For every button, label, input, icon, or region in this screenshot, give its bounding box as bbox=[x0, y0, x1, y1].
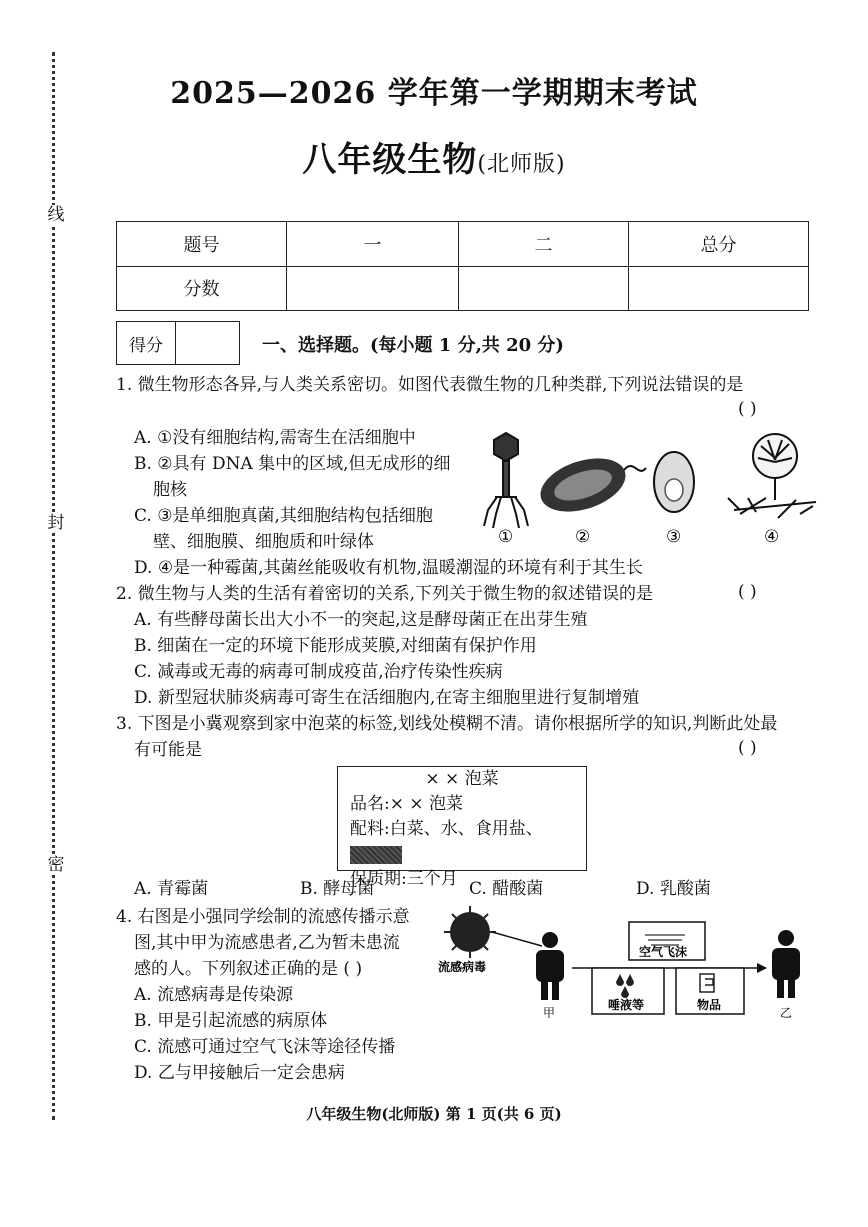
q3-option-b: B. 酵母菌 bbox=[300, 879, 375, 899]
q1-option-a: A. ①没有细胞结构,需寄生在活细胞中 bbox=[134, 428, 416, 448]
figure-label-4: ④ bbox=[764, 527, 780, 547]
figure-label-2: ② bbox=[575, 527, 591, 547]
person-yi-illustration bbox=[772, 930, 800, 998]
score-input-cell bbox=[459, 266, 629, 311]
pickle-label-ingredients-row bbox=[338, 817, 586, 867]
q4-option-a: A. 流感病毒是传染源 bbox=[134, 985, 294, 1005]
subject-name: 八年级生物 bbox=[302, 140, 478, 180]
q2-option-c: C. 减毒或无毒的病毒可制成疫苗,治疗传染性疾病 bbox=[134, 662, 503, 682]
q3-stem: 3. 下图是小冀观察到家中泡菜的标签,划线处模糊不清。请你根据所学的知识,判断此处最 bbox=[116, 714, 778, 734]
air-droplets-box bbox=[629, 922, 705, 960]
grader-box bbox=[116, 321, 240, 365]
bacteriophage-illustration bbox=[484, 433, 528, 528]
grader-label: 得分 bbox=[117, 322, 176, 364]
score-header-cell: 一 bbox=[287, 222, 459, 267]
q1-option-c-cont: 壁、细胞膜、细胞质和叶绿体 bbox=[153, 532, 374, 552]
q1-answer-paren: ( ) bbox=[738, 399, 757, 419]
q4-stem-cont2: 感的人。下列叙述正确的是 ( ) bbox=[134, 959, 363, 979]
arrow-head-icon bbox=[757, 963, 767, 973]
score-header-cell: 二 bbox=[459, 222, 629, 267]
score-header-cell: 题号 bbox=[117, 222, 287, 267]
figure-label-3: ③ bbox=[666, 527, 682, 547]
q4-stem-cont1: 图,其中甲为流感患者,乙为暂未患流 bbox=[134, 933, 400, 953]
flu-virus-illustration bbox=[444, 906, 496, 958]
flu-transmission-figure bbox=[432, 902, 822, 1022]
q4-stem: 4. 右图是小强同学绘制的流感传播示意 bbox=[116, 907, 410, 927]
q4-option-d: D. 乙与甲接触后一定会患病 bbox=[134, 1063, 345, 1083]
page-footer: 八年级生物(北师版) 第 1 页(共 6 页) bbox=[306, 1105, 562, 1123]
binding-char-xian: 线 bbox=[47, 205, 65, 225]
q1-option-c: C. ③是单细胞真菌,其细胞结构包括细胞 bbox=[134, 506, 433, 526]
items-box bbox=[676, 968, 744, 1014]
virus-link-line bbox=[492, 932, 542, 946]
person-yi-label: 乙 bbox=[780, 1006, 793, 1020]
q2-option-b: B. 细菌在一定的环境下能形成荚膜,对细菌有保护作用 bbox=[134, 636, 537, 656]
binding-char-mi: 密 bbox=[47, 855, 65, 875]
score-row-label: 分数 bbox=[117, 266, 287, 311]
q1-option-b-cont: 胞核 bbox=[153, 480, 187, 500]
score-input-cell bbox=[629, 266, 809, 311]
q1-stem: 1. 微生物形态各异,与人类关系密切。如图代表微生物的几种类群,下列说法错误的是 bbox=[116, 375, 744, 395]
mold-illustration bbox=[728, 434, 816, 518]
q3-option-a: A. 青霉菌 bbox=[134, 879, 209, 899]
q1-option-d: D. ④是一种霉菌,其菌丝能吸收有机物,温暖潮湿的环境有利于其生长 bbox=[134, 558, 643, 578]
pickle-label-name: 品名:× × 泡菜 bbox=[350, 794, 464, 814]
figure-label-1: ① bbox=[498, 527, 514, 547]
blurred-ingredient bbox=[350, 846, 402, 864]
edition-label: (北师版) bbox=[477, 152, 566, 177]
score-table bbox=[116, 221, 809, 311]
yeast-illustration bbox=[654, 452, 694, 512]
person-jia-illustration bbox=[536, 932, 564, 1000]
q4-option-b: B. 甲是引起流感的病原体 bbox=[134, 1011, 328, 1031]
q1-option-b: B. ②具有 DNA 集中的区域,但无成形的细 bbox=[134, 454, 451, 474]
pickle-label-shelf-life: 保质期:三个月 bbox=[350, 869, 458, 889]
q3-option-d: D. 乳酸菌 bbox=[636, 879, 711, 899]
q2-answer-paren: ( ) bbox=[738, 582, 757, 602]
score-input-cell bbox=[287, 266, 459, 311]
q3-answer-paren: ( ) bbox=[738, 738, 757, 758]
score-header-cell: 总分 bbox=[629, 222, 809, 267]
microbe-figure bbox=[478, 428, 818, 553]
q3-option-c: C. 醋酸菌 bbox=[469, 879, 544, 899]
q2-option-d: D. 新型冠状肺炎病毒可寄生在活细胞内,在寄主细胞里进行复制增殖 bbox=[134, 688, 640, 708]
exam-subtitle bbox=[0, 132, 868, 181]
bacterium-illustration bbox=[534, 449, 646, 522]
section-title: 一、选择题。(每小题 1 分,共 20 分) bbox=[262, 335, 564, 356]
saliva-label: 唾液等 bbox=[608, 998, 645, 1012]
pickle-label-title: × × 泡菜 bbox=[425, 769, 499, 789]
exam-title: 2025—2026 学年第一学期期末考试 bbox=[170, 76, 698, 111]
q2-option-a: A. 有些酵母菌长出大小不一的突起,这是酵母菌正在出芽生殖 bbox=[134, 610, 588, 630]
q4-option-c: C. 流感可通过空气飞沫等途径传播 bbox=[134, 1037, 396, 1057]
person-jia-label: 甲 bbox=[543, 1006, 556, 1020]
pickle-label-ingredients: 配料:白菜、水、食用盐、 bbox=[350, 819, 543, 839]
q3-stem-cont: 有可能是 bbox=[134, 740, 202, 760]
saliva-box bbox=[592, 968, 664, 1014]
flu-virus-label: 流感病毒 bbox=[438, 960, 487, 974]
items-label: 物品 bbox=[697, 998, 722, 1012]
binding-char-feng: 封 bbox=[47, 513, 65, 533]
q2-stem: 2. 微生物与人类的生活有着密切的关系,下列关于微生物的叙述错误的是 bbox=[116, 584, 654, 604]
air-droplets-label: 空气飞沫 bbox=[639, 945, 688, 959]
